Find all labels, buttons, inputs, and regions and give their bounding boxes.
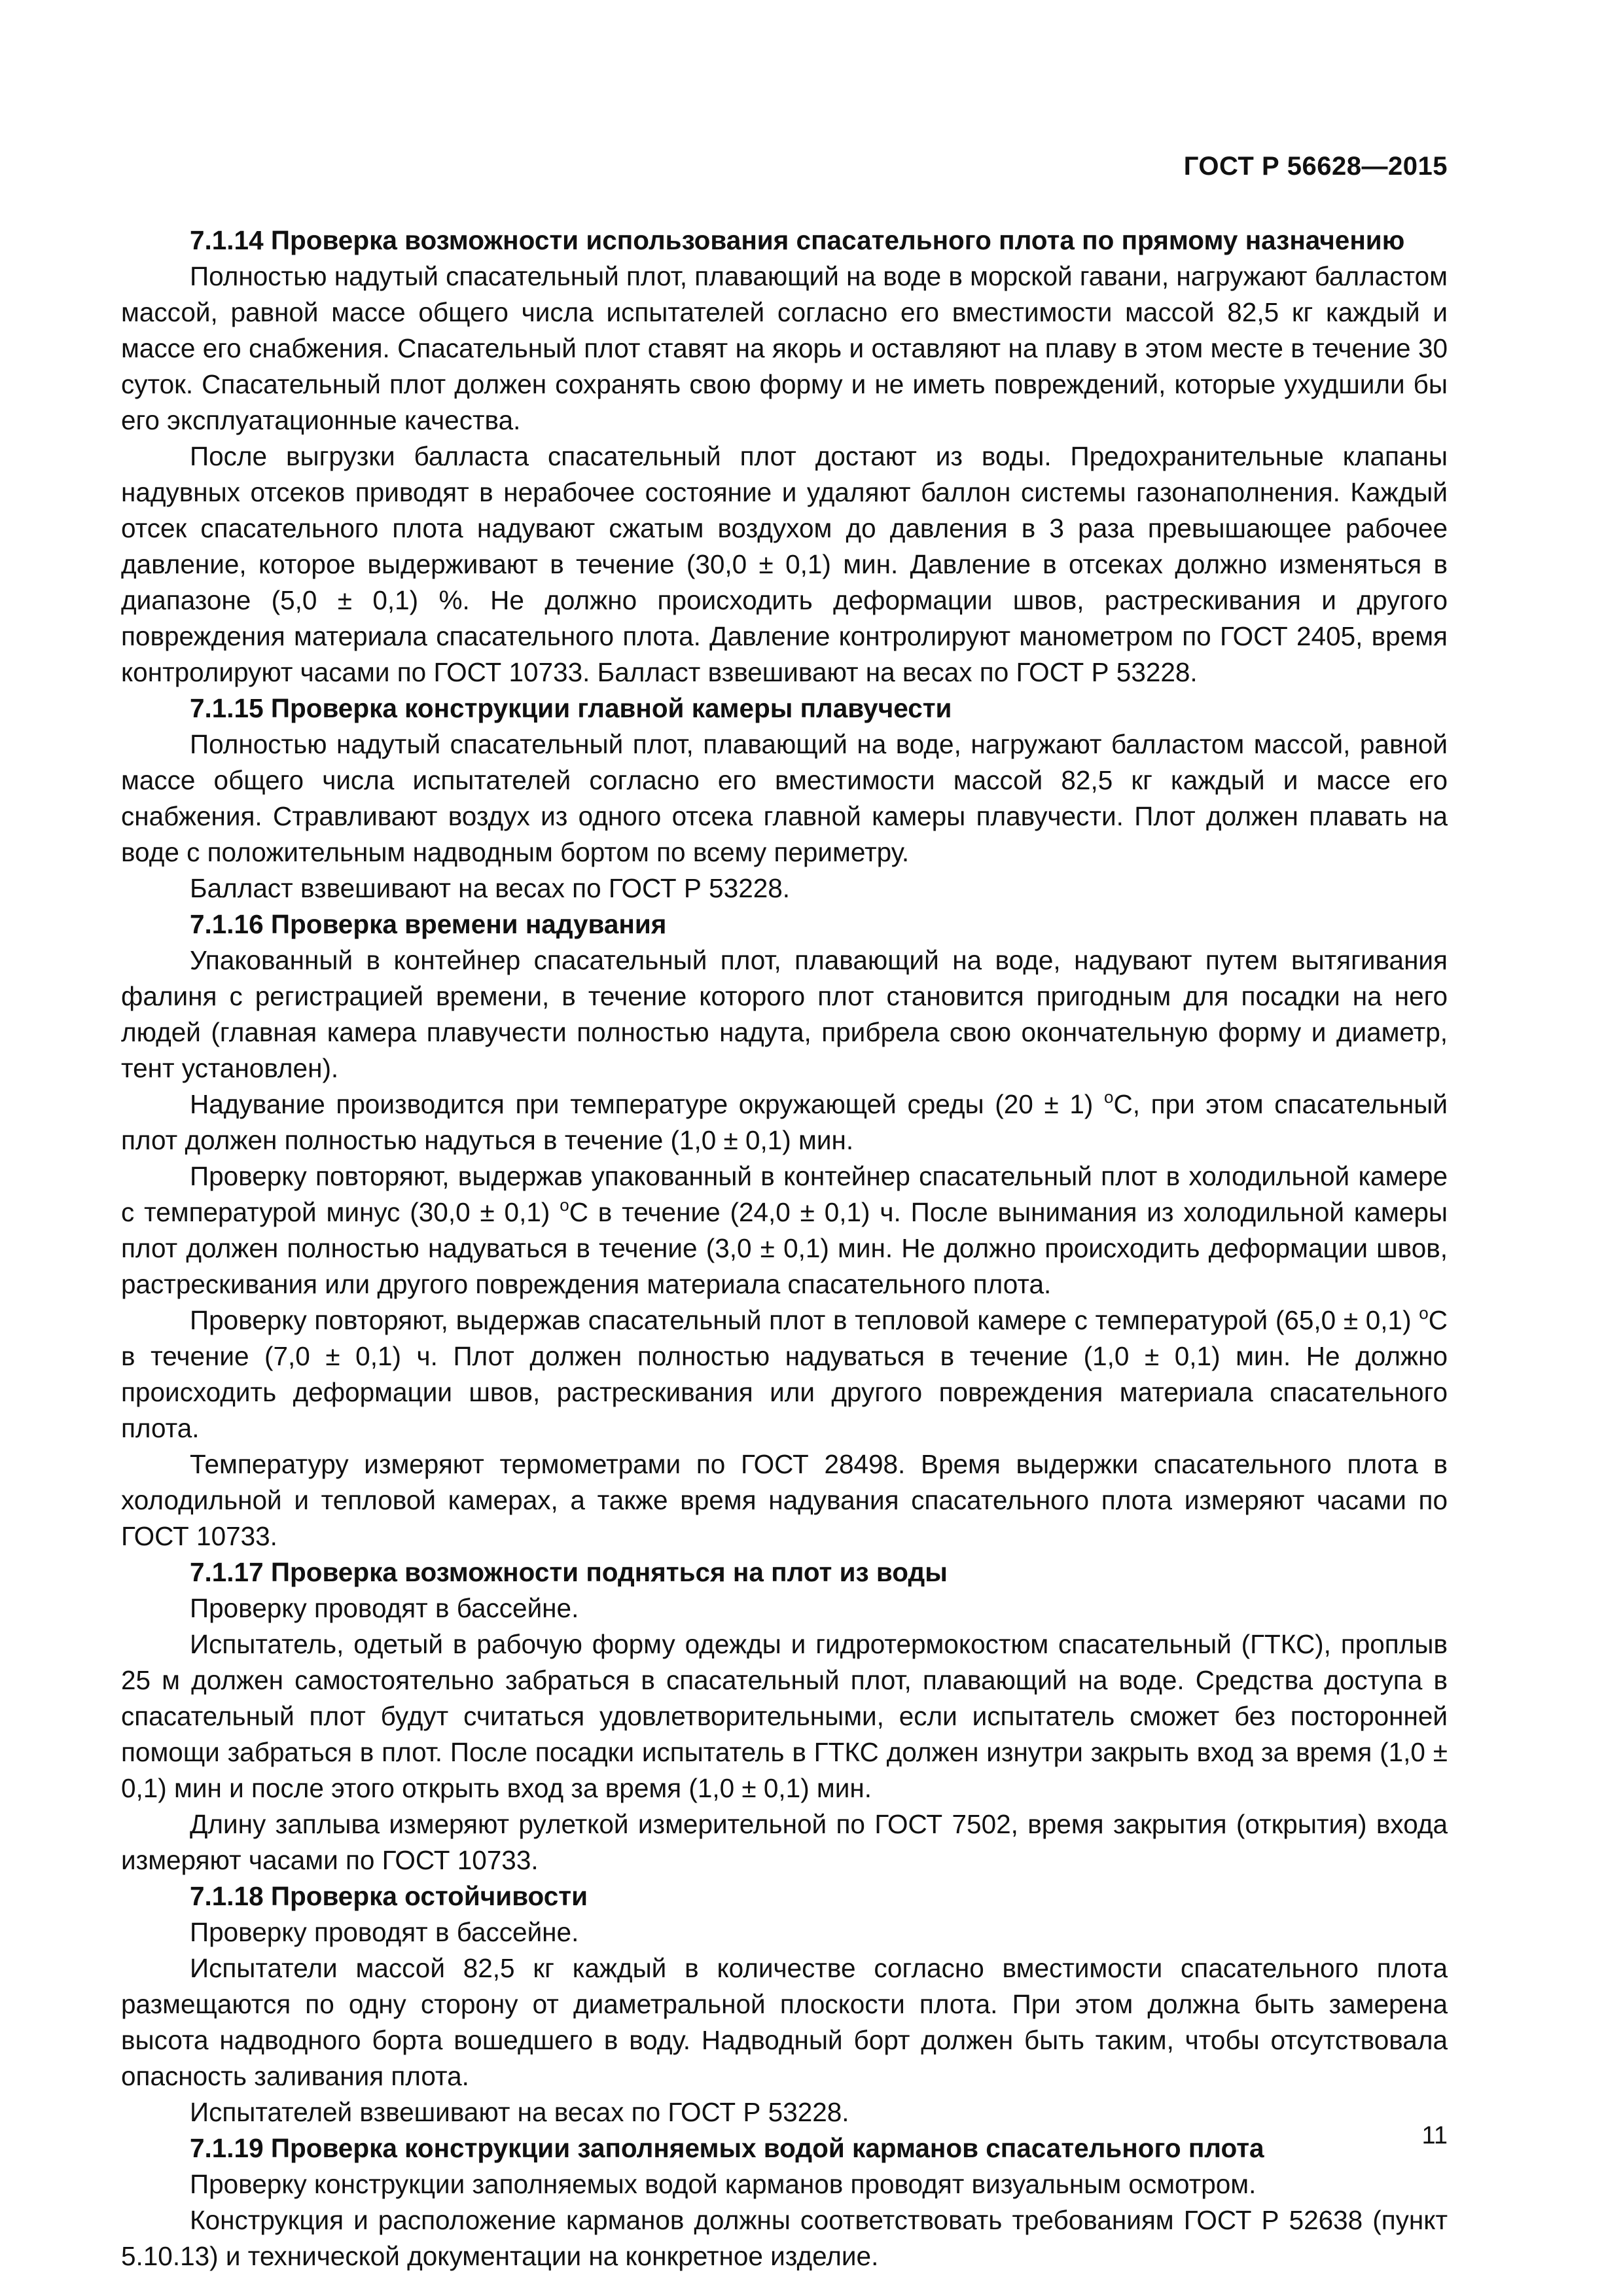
section-heading-7-1-18: 7.1.18 Проверка остойчивости (190, 1881, 588, 1911)
text-run: Надувание производится при температуре окружающей среды (20 ± 1) (190, 1089, 1105, 1119)
page-body (121, 223, 1448, 2274)
text-run: С в течение (24,0 ± 0,1) ч. После вынимания из холодильной камеры плот должен полностью надуваться в течение (3,0 ± 0,1) мин. Не должно происходить деформации швов, растрескивания или другого повреждения материала спасательного плота. (121, 1197, 1448, 1299)
section-heading-7-1-14: 7.1.14 Проверка возможности использования спасательного плота по прямому назначению (190, 225, 1405, 255)
paragraph: Испытатель, одетый в рабочую форму одежды и гидротермокостюм спасательный (ГТКС), проплыв 25 м должен самостоятельно забраться в спасательный плот, плавающий на воде. Средства доступа в спасательный плот будут считаться удовлетворительными, если испытатель сможет без посторонней помощи забраться в плот. После посадки испытатель в ГТКС должен изнутри закрыть вход за время (1,0 ± 0,1) мин и после этого открыть вход за время (1,0 ± 0,1) мин. (121, 1629, 1448, 1803)
section-heading-7-1-15: 7.1.15 Проверка конструкции главной камеры плавучести (190, 693, 952, 723)
document-code: ГОСТ Р 56628—2015 (1183, 152, 1448, 181)
paragraph: Полностью надутый спасательный плот, плавающий на воде в морской гавани, нагружают балластом массой, равной массе общего числа испытателей согласно его вместимости массой 82,5 кг каждый и массе его снабжения. Спасательный плот ставят на якорь и оставляют на плаву в этом месте в течение 30 суток. Спасательный плот должен сохранять свою форму и не иметь повреждений, которые ухудшили бы его эксплуатационные качества. (121, 261, 1448, 435)
degree-mark: о (1104, 1087, 1114, 1107)
text-run: Проверку повторяют, выдержав спасательный плот в тепловой камере с температурой (65,0 ± 0,1) (190, 1305, 1419, 1335)
section-heading-7-1-17: 7.1.17 Проверка возможности подняться на плот из воды (190, 1557, 948, 1587)
paragraph-temperature (121, 1158, 1448, 1302)
paragraph: Температуру измеряют термометрами по ГОСТ 28498. Время выдержки спасательного плота в холодильной и тепловой камерах, а также время надувания спасательного плота измеряют часами по ГОСТ 10733. (121, 1449, 1448, 1551)
page-number: 11 (1421, 2122, 1448, 2149)
paragraph-temperature (121, 1086, 1448, 1158)
paragraph: Испытателей взвешивают на весах по ГОСТ Р 53228. (190, 2097, 849, 2127)
paragraph: Полностью надутый спасательный плот, плавающий на воде, нагружают балластом массой, равной массе общего числа испытателей согласно его вместимости массой 82,5 кг каждый и массе его снабжения. Стравливают воздух из одного отсека главной камеры плавучести. Плот должен плавать на воде с положительным надводным бортом по всему периметру. (121, 729, 1448, 867)
section-heading-7-1-19: 7.1.19 Проверка конструкции заполняемых водой карманов спасательного плота (190, 2133, 1264, 2163)
text-run: С в течение (7,0 ± 0,1) ч. Плот должен полностью надуваться в течение (1,0 ± 0,1) мин. Не должно происходить деформации швов, растрескивания или другого повреждения материала спасательного плота. (121, 1305, 1448, 1443)
text-run: Проверку повторяют, выдержав упакованный в контейнер спасательный плот в холодильной камере с температурой минус (30,0 ± 0,1) (121, 1161, 1448, 1227)
paragraph: Упакованный в контейнер спасательный плот, плавающий на воде, надувают путем вытягивания фалиня с регистрацией времени, в течение которого плот становится пригодным для посадки на него людей (главная камера плавучести полностью надута, прибрела свою окончательную форму и диаметр, тент установлен). (121, 945, 1448, 1083)
degree-mark: о (1419, 1303, 1429, 1323)
paragraph: Конструкция и расположение карманов должны соответствовать требованиям ГОСТ Р 52638 (пункт 5.10.13) и технической документации на конкретное изделие. (121, 2205, 1448, 2271)
paragraph: После выгрузки балласта спасательный плот достают из воды. Предохранительные клапаны надувных отсеков приводят в нерабочее состояние и удаляют баллон системы газонаполнения. Каждый отсек спасательного плота надувают сжатым воздухом до давления в 3 раза превышающее рабочее давление, которое выдерживают в течение (30,0 ± 0,1) мин. Давление в отсеках должно изменяться в диапазоне (5,0 ± 0,1) %. Не должно происходить деформации швов, растрескивания и другого повреждения материала спасательного плота. Давление контролируют манометром по ГОСТ 2405, время контролируют часами по ГОСТ 10733. Балласт взвешивают на весах по ГОСТ Р 53228. (121, 441, 1448, 687)
paragraph-temperature (121, 1302, 1448, 1446)
degree-mark: о (560, 1195, 569, 1215)
paragraph: Проверку проводят в бассейне. (190, 1917, 579, 1947)
text-run: С, при этом спасательный плот должен полностью надуться в течение (1,0 ± 0,1) мин. (121, 1089, 1448, 1155)
paragraph: Балласт взвешивают на весах по ГОСТ Р 53228. (190, 873, 791, 903)
paragraph: Испытатели массой 82,5 кг каждый в количестве согласно вместимости спасательного плота размещаются по одну сторону от диаметральной плоскости плота. При этом должна быть замерена высота надводного борта вошедшего в воду. Надводный борт должен быть таким, чтобы отсутствовала опасность заливания плота. (121, 1953, 1448, 2091)
section-heading-7-1-16: 7.1.16 Проверка времени надувания (190, 909, 667, 939)
paragraph: Длину заплыва измеряют рулеткой измерительной по ГОСТ 7502, время закрытия (открытия) входа измеряют часами по ГОСТ 10733. (121, 1809, 1448, 1875)
paragraph: Проверку конструкции заполняемых водой карманов проводят визуальным осмотром. (190, 2169, 1257, 2199)
paragraph: Проверку проводят в бассейне. (190, 1593, 579, 1623)
